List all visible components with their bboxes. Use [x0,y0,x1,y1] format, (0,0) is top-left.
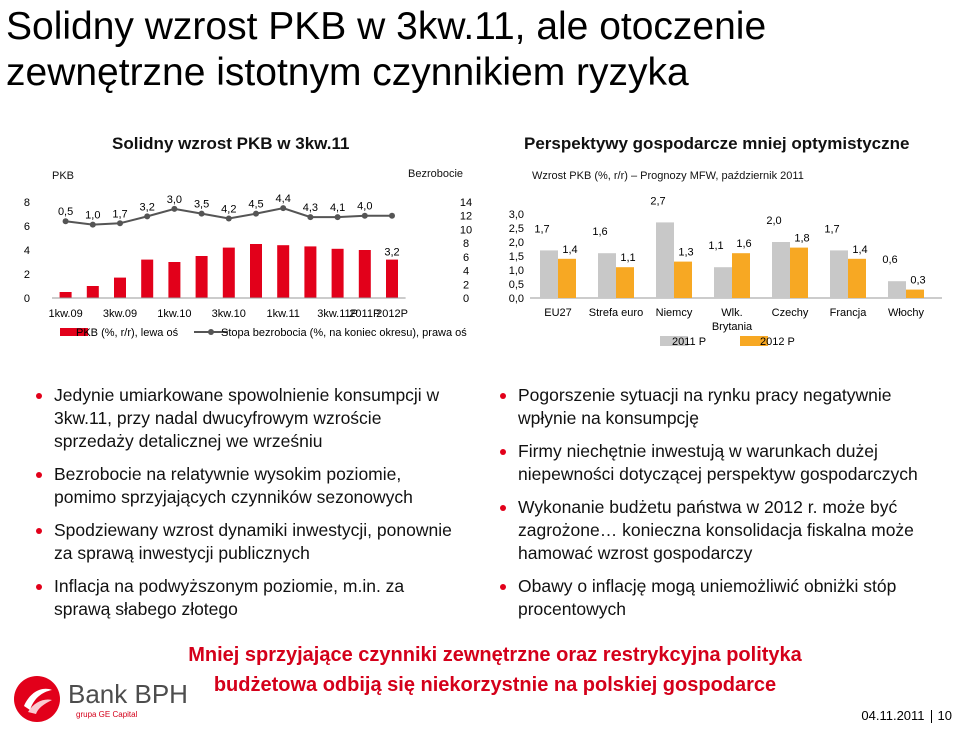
legend-unemployment-marker [208,329,214,335]
gdp-bar [386,260,398,298]
unemployment-point [226,215,232,221]
unemployment-point [117,220,123,226]
bar-2011 [598,253,616,298]
unemployment-point [63,218,69,224]
left-y-tick-label: 0 [23,293,30,305]
forecast-y-tick-label: 2,0 [508,237,524,249]
forecast-y-tick-label: 2,5 [508,223,524,235]
right-y-tick-label: 2 [462,279,470,292]
forecast-category-label: Brytania [711,321,753,333]
legend-gdp-label: PKB (%, r/r), lewa oś [76,327,179,339]
unemployment-point [280,205,286,211]
unemployment-point [171,206,177,212]
forecast-category-label: Francja [829,307,867,319]
gdp-bar [250,244,262,298]
bar-2012-label: 1,4 [562,243,578,256]
legend-unemployment-label: Stopa bezrobocia (%, na koniec okresu), prawa oś [221,327,467,339]
right-y-tick-label: 4 [462,265,470,278]
left-chart-legend [60,327,467,339]
gdp-bar [359,250,371,298]
bullet-item: Wykonanie budżetu państwa w 2012 r. może być zagrożone… konieczna konsolidacja fiskalna może hamować wzrost gospodarczy [498,496,948,565]
right-y-tick-label: 12 [459,210,473,223]
bar-2012-label: 1,4 [852,243,868,256]
unemployment-point [199,211,205,217]
bar-2011-label: 1,7 [534,223,550,236]
slide-title-line-1: Solidny wzrost PKB w 3kw.11, ale otoczenie [6,5,767,48]
right-chart-subtitle: Wzrost PKB (%, r/r) – Prognozy MFW, październik 2011 [532,170,804,182]
slide-title [6,4,956,96]
unemployment-point [362,213,368,219]
right-axis-caption: Bezrobocie [408,168,464,180]
gdp-value-label: 4,3 [302,202,319,215]
x-tick-label: 1kw.09 [48,308,83,320]
bullet-item: Inflacja na podwyższonym poziomie, m.in. za sprawą słabego złotego [34,575,454,621]
forecast-category-label: Strefa euro [588,307,644,319]
forecast-y-tick-label: 1,5 [508,251,524,263]
right-y-tick-label: 8 [462,238,470,251]
gdp-value-label: 4,2 [221,203,237,216]
bar-2011-label: 2,7 [650,195,666,208]
x-tick-label: 3kw.09 [102,308,138,320]
footer-line-2: budżetowa odbiją się niekorzystnie na polskiej gospodarce [213,674,777,696]
logo-mark-icon [12,674,62,724]
bar-2012 [616,267,634,298]
x-axis-ticks [48,308,407,320]
gdp-value-label: 4,5 [248,198,264,211]
gdp-value-label: 4,4 [275,193,291,206]
x-tick-label: 3kw.11P [317,308,358,320]
legend-2012-label: 2012 P [760,336,795,348]
bar-2012 [790,248,808,298]
forecast-category-label: EU27 [544,307,572,319]
left-axis-caption: PKB [52,170,75,182]
forecast-category-label: Czechy [771,307,809,319]
bar-2011-label: 0,6 [882,254,898,267]
right-y-tick-label: 6 [462,251,470,264]
bullet-item: Spodziewany wzrost dynamiki inwestycji, ponownie za sprawą inwestycji publicznych [34,519,454,565]
bar-2012-label: 1,6 [736,238,752,251]
right-chart-title: Perspektywy gospodarcze mniej optymistyczne [524,134,910,153]
bar-2012-label: 0,3 [910,274,926,287]
bar-2011-label: 1,7 [824,223,840,236]
right-y-tick-label: 10 [459,224,473,237]
page-date: 04.11.2011 [861,708,925,723]
unemployment-point [307,214,313,220]
page-footer [861,708,952,723]
forecast-y-tick-label: 0,5 [508,279,524,291]
unemployment-point [335,214,341,220]
imf-forecast-chart [500,186,960,356]
gdp-bar [114,278,126,298]
left-y-tick-label: 2 [23,269,30,281]
bullets-right [498,384,948,631]
gdp-value-label: 1,7 [112,208,128,221]
forecast-legend [660,336,795,348]
bar-2012 [674,262,692,298]
gdp-bars [52,193,406,298]
bullet-item: Obawy o inflację mogą uniemożliwić obniżki stóp procentowych [498,575,948,621]
forecast-category-label: Włochy [887,307,925,319]
forecast-y-tick-label: 1,0 [508,265,524,277]
bar-2012 [906,290,924,298]
gdp-bar [168,262,180,298]
forecast-category-label: Wlk. [721,307,743,319]
gdp-bar [60,292,72,298]
bar-2012 [848,259,866,298]
gdp-bar [196,256,208,298]
gdp-bar [332,249,344,298]
page-number: 10 [937,708,952,723]
logo-brand: Bank BPH [68,679,188,709]
gdp-bar [87,286,99,298]
bar-2011 [888,281,906,298]
gdp-value-label: 1,0 [85,209,101,222]
right-y-tick-label: 0 [462,293,470,305]
bar-2011-label: 1,6 [592,226,608,239]
bar-2012-label: 1,8 [794,232,810,245]
gdp-value-label: 3,2 [139,201,155,214]
forecast-category-label: Niemcy [655,307,693,319]
x-tick-label: 2012P [376,308,408,320]
bar-2012-label: 1,3 [678,246,694,259]
right-y-tick-label: 14 [459,197,473,209]
left-chart-title: Solidny wzrost PKB w 3kw.11 [112,134,350,153]
bar-2011 [656,222,674,298]
bullet-item: Jedynie umiarkowane spowolnienie konsumpcji w 3kw.11, przy nadal dwucyfrowym wzroście sprzedaży detalicznej we wrześniu [34,384,454,453]
gdp-bar [141,260,153,298]
forecast-y-tick-label: 3,0 [508,209,524,221]
bar-2011-label: 2,0 [766,215,782,227]
bar-2011-label: 1,1 [708,240,724,253]
slide-title-line-2: zewnętrzne istotnym czynnikiem ryzyka [6,51,689,94]
bar-2011 [714,267,732,298]
forecast-y-tick-label: 0,0 [508,293,524,305]
logo-tagline: grupa GE Capital [76,710,138,719]
unemployment-point [90,222,96,228]
bank-bph-logo [12,674,202,726]
bar-2011 [830,250,848,298]
footer-line-1: Mniej sprzyjające czynniki zewnętrzne oraz restrykcyjna polityka [188,644,802,666]
gdp-value-label: 4,1 [329,202,346,215]
left-y-tick-label: 8 [23,197,30,209]
bullet-item: Bezrobocie na relatywnie wysokim poziomie, pomimo sprzyjających czynników sezonowych [34,463,454,509]
forecast-bars [534,195,925,298]
footer-conclusion [100,640,890,700]
x-tick-label: 1kw.11 [266,308,300,320]
left-y-tick-label: 4 [23,245,30,257]
gdp-value-label: 4,0 [357,200,373,213]
bullet-item: Firmy niechętnie inwestują w warunkach dużej niepewności dotyczącej perspektyw gospodarczych [498,440,948,486]
gdp-bar [223,248,235,298]
left-y-tick-label: 6 [23,221,30,233]
right-y-axis [460,197,472,305]
gdp-value-label: 3,2 [384,246,400,259]
legend-2011-label: 2011 P [672,336,707,348]
bullet-item: Pogorszenie sytuacji na rynku pracy negatywnie wpłynie na konsumpcję [498,384,948,430]
bar-2012 [558,259,576,298]
forecast-categories [544,307,924,333]
unemployment-point [253,211,259,217]
bar-2012 [732,253,750,298]
unemployment-point [389,213,395,219]
gdp-value-label: 0,5 [57,206,74,219]
gdp-value-label: 3,5 [193,198,210,211]
left-y-axis [24,197,30,305]
bullets-left [34,384,454,631]
x-tick-label: 1kw.10 [157,308,192,320]
unemployment-point [144,213,150,219]
bar-2011 [540,250,558,298]
bar-2011 [772,242,790,298]
gdp-unemployment-chart [20,186,490,356]
x-tick-label: 3kw.10 [211,308,246,320]
gdp-bar [304,246,316,298]
gdp-value-label: 3,0 [166,193,183,206]
x-tick-label: 2011P [349,308,381,320]
gdp-bar [277,245,289,298]
bar-2012-label: 1,1 [620,252,636,265]
